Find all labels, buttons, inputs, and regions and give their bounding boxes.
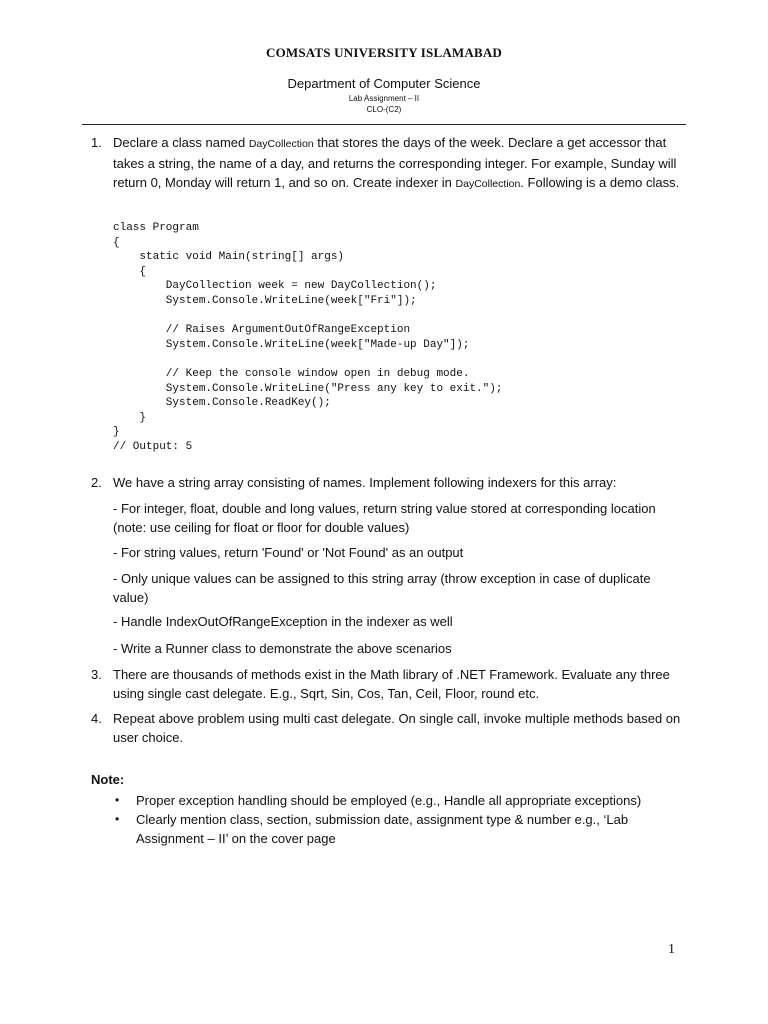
department-name: Department of Computer Science bbox=[287, 76, 481, 91]
assignment-title: Lab Assignment – II bbox=[348, 94, 420, 103]
question-number: 2. bbox=[91, 475, 102, 490]
header-divider bbox=[82, 124, 686, 125]
note-heading: Note: bbox=[91, 772, 125, 787]
note-item bbox=[115, 791, 675, 810]
list-item: - Write a Runner class to demonstrate the above scenarios bbox=[113, 641, 452, 656]
question-text-part: . Following is a demo class. bbox=[520, 175, 680, 190]
question-2 bbox=[91, 473, 681, 492]
question-text bbox=[113, 133, 681, 194]
question-1 bbox=[91, 133, 681, 194]
university-name: COMSATS UNIVERSITY ISLAMABAD bbox=[265, 45, 503, 60]
question-text: There are thousands of methods exist in the Math library of .NET Framework. Evaluate any three using single cast delegate. E.g., Sqrt, Sin, Cos, Tan, Ceil, Floor, round etc. bbox=[113, 667, 670, 701]
question-text-part: that stores the days of the week. Declare a get accessor that takes a string, the name of a day, and returns the corresponding integer. For example, Sunday will return 0, Monday will return 1, and so on. Create indexer in bbox=[113, 135, 677, 190]
note-item-text: Proper exception handling should be employed (e.g., Handle all appropriate exceptions) bbox=[136, 793, 642, 808]
question-text: We have a string array consisting of names. Implement following indexers for this array: bbox=[113, 475, 617, 490]
question-number: 4. bbox=[91, 711, 102, 726]
class-name-inline: DayCollection bbox=[248, 138, 314, 150]
clo-label: CLO-(C2) bbox=[366, 105, 402, 114]
question-text: Repeat above problem using multi cast delegate. On single call, invoke multiple methods based on user choice. bbox=[113, 711, 681, 745]
bullet-icon: • bbox=[115, 812, 120, 826]
question-3 bbox=[91, 665, 681, 703]
question-text-part: Declare a class named bbox=[113, 135, 249, 150]
note-item bbox=[115, 810, 675, 848]
list-item: - Only unique values can be assigned to this string array (throw exception in case of duplicate value) bbox=[113, 571, 651, 605]
bullet-icon: • bbox=[115, 793, 120, 807]
code-sample: class Program { static void Main(string[] args) { DayCollection week = new DayCollection(); System.Console.WriteLine(week["Fri"]); // Raises ArgumentOutOfRangeException System.Console.WriteLine(week["Made-up Day"]); // Keep the console window open in debug mode. System.Console.WriteLine("Press any key to exit."); System.Console.ReadKey(); } } // Output: 5 bbox=[113, 222, 503, 453]
question-number: 3. bbox=[91, 667, 102, 682]
list-item: - For string values, return 'Found' or 'Not Found' as an output bbox=[113, 545, 464, 560]
class-name-inline: DayCollection bbox=[455, 178, 521, 190]
question-number: 1. bbox=[91, 135, 102, 150]
list-item: - For integer, float, double and long values, return string value stored at corresponding location (note: use ceiling for float or floor for double values) bbox=[113, 501, 656, 535]
question-4 bbox=[91, 709, 681, 747]
list-item: - Handle IndexOutOfRangeException in the indexer as well bbox=[113, 614, 453, 629]
note-item-text: Clearly mention class, section, submission date, assignment type & number e.g., ‘Lab Assignment – II’ on the cover page bbox=[136, 812, 629, 846]
page-number: 1 bbox=[668, 942, 675, 957]
